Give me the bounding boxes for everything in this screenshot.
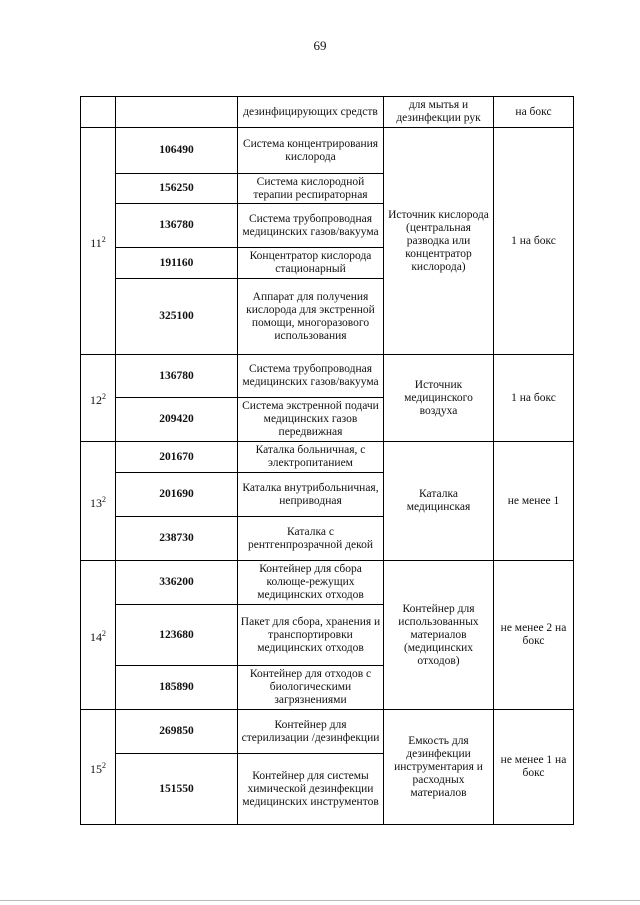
cell-name: Контейнер для стерилизации /дезинфекции bbox=[238, 710, 384, 754]
cell-name: Система трубопроводная медицинских газов/вакуума bbox=[238, 204, 384, 248]
table-row bbox=[81, 561, 574, 605]
cell-type: Источник медицинского воздуха bbox=[384, 355, 494, 442]
cell-name: Контейнер для сбора колюще-режущих медицинских отходов bbox=[238, 561, 384, 605]
cell-code: 336200 bbox=[116, 561, 238, 605]
cell-type: Контейнер для использованных материалов (медицинских отходов) bbox=[384, 561, 494, 710]
cell-quantity: 1 на бокс bbox=[494, 128, 574, 355]
cell-number: $11^2$ bbox=[81, 128, 116, 355]
cell-quantity: не менее 2 на бокс bbox=[494, 561, 574, 710]
cell-type: Емкость для дезинфекции инструментария и расходных материалов bbox=[384, 710, 494, 825]
cell-number: $14^2$ bbox=[81, 561, 116, 710]
cell-name: Система кислородной терапии респираторная bbox=[238, 174, 384, 204]
cell-name: Система экстренной подачи медицинских газов передвижная bbox=[238, 398, 384, 442]
cell-quantity: на бокс bbox=[494, 97, 574, 128]
table-row bbox=[81, 355, 574, 398]
cell-code: 123680 bbox=[116, 605, 238, 666]
cell-code: 201670 bbox=[116, 442, 238, 473]
table-row-continuation bbox=[81, 97, 574, 128]
cell-code: 156250 bbox=[116, 174, 238, 204]
equipment-table bbox=[80, 96, 574, 825]
cell-code: 209420 bbox=[116, 398, 238, 442]
cell-number: $13^2$ bbox=[81, 442, 116, 561]
cell-code: 191160 bbox=[116, 248, 238, 279]
cell-code: 136780 bbox=[116, 355, 238, 398]
cell-code: 238730 bbox=[116, 517, 238, 561]
cell-name: Каталка больничная, с электропитанием bbox=[238, 442, 384, 473]
cell-code: 136780 bbox=[116, 204, 238, 248]
cell-name: Контейнер для отходов с биологическими загрязнениями bbox=[238, 666, 384, 710]
cell-code: 201690 bbox=[116, 473, 238, 517]
page-edge-line bbox=[0, 900, 640, 901]
cell-name: Система концентрирования кислорода bbox=[238, 128, 384, 174]
cell-code: 325100 bbox=[116, 279, 238, 355]
table-row bbox=[81, 442, 574, 473]
cell-code: 185890 bbox=[116, 666, 238, 710]
page-number: 69 bbox=[313, 38, 327, 53]
cell-quantity: 1 на бокс bbox=[494, 355, 574, 442]
cell-code: 269850 bbox=[116, 710, 238, 754]
cell-name: Каталка внутрибольничная, неприводная bbox=[238, 473, 384, 517]
cell-name: Контейнер для системы химической дезинфекции медицинских инструментов bbox=[238, 754, 384, 825]
cell-type: для мытья и дезинфекции рук bbox=[384, 97, 494, 128]
table-row bbox=[81, 128, 574, 174]
cell-name: Пакет для сбора, хранения и транспортировки медицинских отходов bbox=[238, 605, 384, 666]
cell-code: 151550 bbox=[116, 754, 238, 825]
cell-code bbox=[116, 97, 238, 128]
cell-number: $12^2$ bbox=[81, 355, 116, 442]
cell-name: Концентратор кислорода стационарный bbox=[238, 248, 384, 279]
cell-name: Аппарат для получения кислорода для экстренной помощи, многоразового использования bbox=[238, 279, 384, 355]
cell-type: Каталка медицинская bbox=[384, 442, 494, 561]
cell-quantity: не менее 1 bbox=[494, 442, 574, 561]
cell-name: Каталка с рентгенпрозрачной декой bbox=[238, 517, 384, 561]
cell-number: $15^2$ bbox=[81, 710, 116, 825]
cell-name: дезинфицирующих средств bbox=[238, 97, 384, 128]
cell-quantity: не менее 1 на бокс bbox=[494, 710, 574, 825]
table-row bbox=[81, 710, 574, 754]
cell-name: Система трубопроводная медицинских газов/вакуума bbox=[238, 355, 384, 398]
cell-code: 106490 bbox=[116, 128, 238, 174]
cell-type: Источник кислорода (центральная разводка или концентратор кислорода) bbox=[384, 128, 494, 355]
cell-number bbox=[81, 97, 116, 128]
